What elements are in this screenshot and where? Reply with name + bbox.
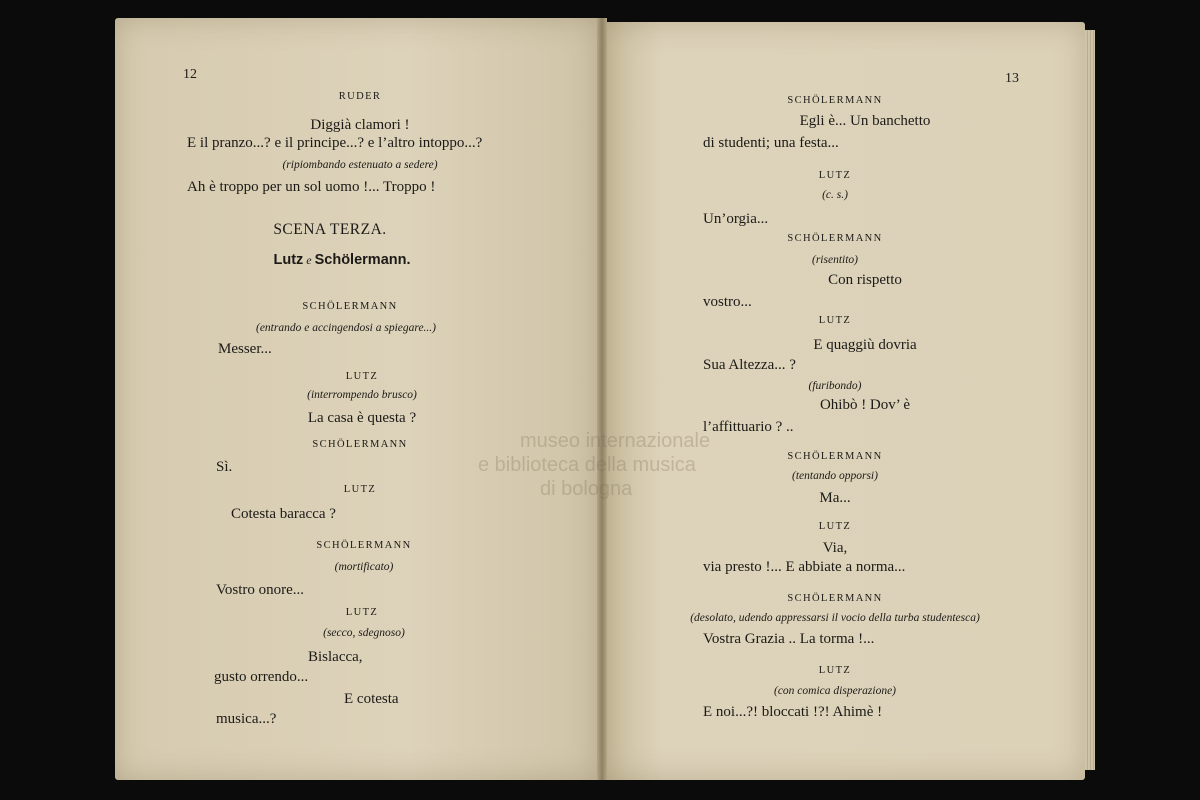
speaker-name: RUDER [338,91,382,102]
scene-characters [107,251,577,269]
verse-line: E quaggiù dovria [813,337,917,353]
stage-direction: (entrando e accingendosi a spiegare...) [255,322,437,334]
speaker-name: LUTZ [345,371,379,382]
verse-line: di studenti; una festa... [703,135,839,151]
stage-direction: (tentando opporsi) [792,470,878,482]
speaker-name: LUTZ [818,170,852,181]
page-number: 13 [1005,71,1019,86]
verse-line: gusto orrendo... [214,669,309,685]
stage-direction: (desolato, udendo appressarsi il vocio della turba studentesca) [690,612,980,624]
speaker-name: SCHÖLERMANN [312,439,408,450]
speaker-name: SCHÖLERMANN [787,95,883,106]
stage-direction: (ripiombando estenuato a sedere) [282,159,438,171]
stage-direction: (c. s.) [822,189,848,201]
character-name: Schölermann. [314,252,411,268]
verse-line: Cotesta baracca ? [231,506,336,522]
verse-line: Vostro onore... [216,582,305,598]
verse-line: musica...? [216,711,277,727]
scene-title: SCENA TERZA. [273,221,387,238]
speaker-name: SCHÖLERMANN [316,540,412,551]
verse-line: Sì. [216,459,233,475]
page-number: 12 [183,67,197,82]
speaker-name: LUTZ [343,484,377,495]
watermark-line-3: di bologna [540,478,633,500]
page-edges [1085,30,1095,770]
watermark-line-2: e biblioteca della musica [478,454,696,476]
verse-line: l’affittuario ? .. [703,419,794,435]
character-name: Lutz [273,252,304,268]
stage-direction: (con comica disperazione) [774,685,896,697]
verse-line: Sua Altezza... ? [703,357,796,373]
verse-line: Messer... [218,341,272,357]
verse-line: via presto !... E abbiate a norma... [703,559,906,575]
stage-direction: (mortificato) [334,561,394,573]
stage-direction: (secco, sdegnoso) [323,627,405,639]
speaker-name: LUTZ [818,315,852,326]
verse-line: Un’orgia... [703,211,769,227]
conjunction: e [303,253,315,267]
verse-line: Diggià clamori ! [310,117,410,133]
speaker-name: LUTZ [345,607,379,618]
verse-line: Ohibò ! Dov’ è [819,397,911,413]
watermark-line-1: museo internazionale [520,430,711,452]
verse-line: E cotesta [344,691,399,707]
verse-line: Bislacca, [308,649,363,665]
verse-line: E noi...?! bloccati !?! Ahimè ! [703,704,883,720]
verse-line: Egli è... Un banchetto [799,113,931,129]
stage-direction: (risentito) [812,254,858,266]
open-book [115,18,1095,788]
speaker-name: SCHÖLERMANN [787,233,883,244]
verse-line: Ma... [819,490,851,506]
verse-line: Ah è troppo per un sol uomo !... Troppo ! [187,179,436,195]
stage-direction: (furibondo) [808,380,862,392]
speaker-name: SCHÖLERMANN [787,451,883,462]
speaker-name: SCHÖLERMANN [302,301,398,312]
verse-line: E il pranzo...? e il principe...? e l’altro intoppo...? [187,135,483,151]
verse-line: Via, [822,540,848,556]
verse-line: vostro... [703,294,752,310]
stage-direction: (interrompendo brusco) [307,389,417,401]
book-gutter [597,18,607,780]
left-page [115,18,600,780]
speaker-name: LUTZ [818,665,852,676]
verse-line: Con rispetto [828,272,902,288]
speaker-name: SCHÖLERMANN [787,593,883,604]
speaker-name: LUTZ [818,521,852,532]
verse-line: La casa è questa ? [307,410,417,426]
verse-line: Vostra Grazia .. La torma !... [703,631,875,647]
right-page [605,22,1085,780]
